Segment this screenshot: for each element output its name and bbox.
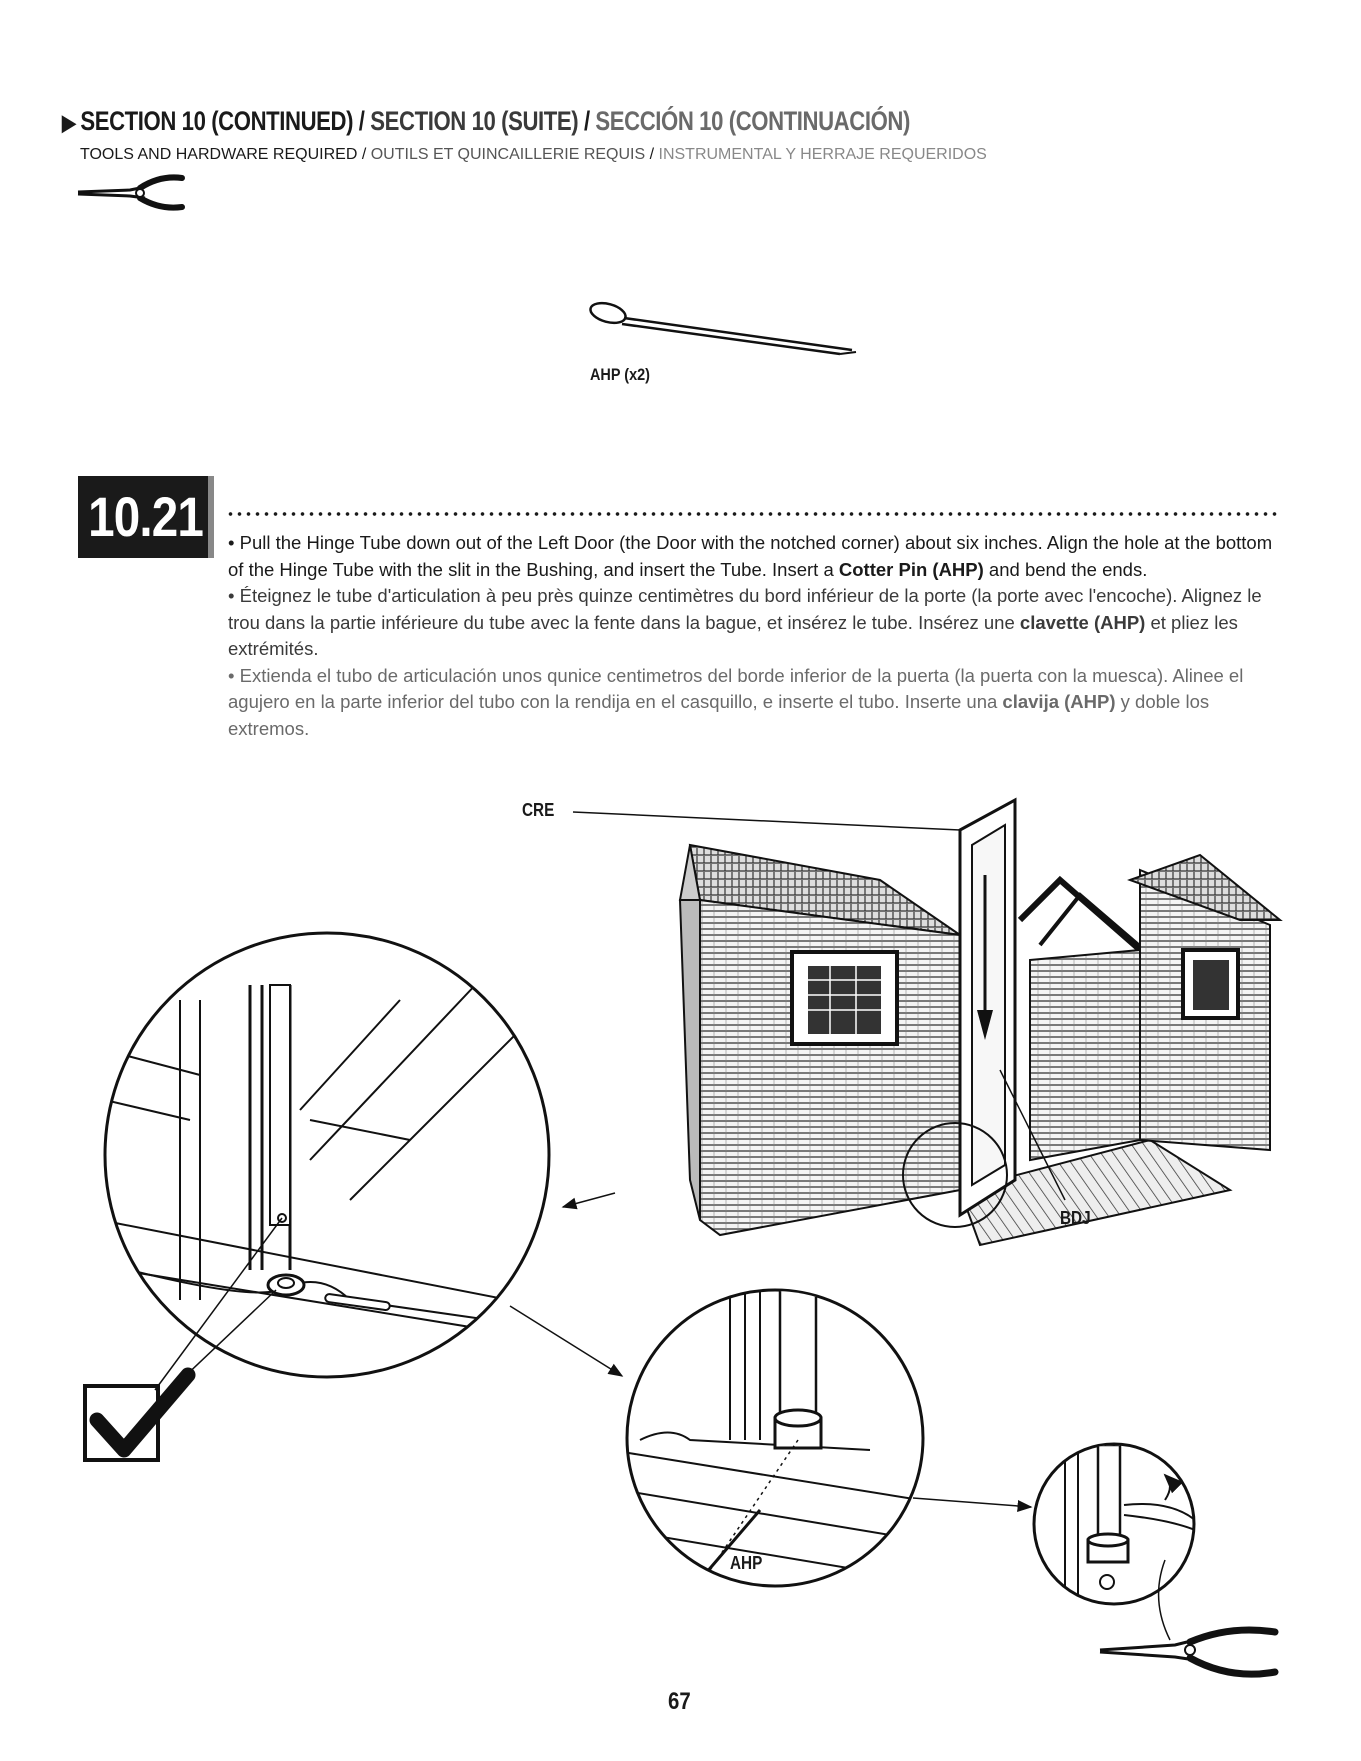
instr-fr-text: • Éteignez le tube d'articulation à peu près quinze centimètres du bord inférieur de la porte (la porte avec l'encoche). Alignez le trou dans la partie inférieure du tube avec la fente dans la bague, et insérez le tube. Insérez une	[228, 585, 1262, 633]
header-es: SECCIÓN 10 (CONTINUACIÓN)	[595, 106, 910, 136]
step-number-text: 10.21	[88, 485, 204, 548]
needle-nose-pliers-icon	[78, 177, 182, 207]
header-en: SECTION 10 (CONTINUED)	[80, 106, 354, 136]
instr-en-text: • Pull the Hinge Tube down out of the Left Door (the Door with the notched corner) about six inches. Align the hole at the bottom of the Hinge Tube with the slit in the Bushing, and insert the Tube. Insert a	[228, 532, 1273, 580]
arrow-to-large-circle	[563, 1193, 615, 1207]
subhead-fr: OUTILS ET QUINCAILLERIE REQUIS	[370, 146, 646, 163]
shed-illustration	[680, 800, 1280, 1245]
play-arrow-icon: ▶	[62, 110, 76, 135]
subhead-es: INSTRUMENTAL Y HERRAJE REQUERIDOS	[658, 146, 987, 163]
instr-es-text-end: y doble los extremos.	[228, 691, 1210, 739]
header-sep: /	[578, 106, 596, 136]
hardware-label: AHP (x2)	[590, 365, 650, 384]
instr-fr-text-end: et pliez les extrémités.	[228, 611, 1238, 659]
subhead-sep: /	[645, 146, 659, 163]
cre-label: CRE	[522, 800, 555, 820]
arrow-to-small-circle	[913, 1498, 1031, 1507]
cre-leader-line	[573, 812, 960, 830]
detail-circle-large	[100, 933, 560, 1377]
subhead-sep: /	[357, 146, 371, 163]
instr-en-text-end: and bend the ends.	[983, 558, 1148, 580]
detail-circle-small	[1034, 1444, 1195, 1604]
page-number: 67	[668, 1688, 691, 1715]
arrow-to-medium-circle	[510, 1306, 622, 1376]
header-fr: SECTION 10 (SUITE)	[370, 106, 579, 136]
header-sep: /	[353, 106, 371, 136]
detail-circle-medium	[610, 1290, 923, 1588]
instr-en-bold: Cotter Pin (AHP)	[838, 558, 984, 580]
instr-fr-bold: clavette (AHP)	[1019, 611, 1146, 633]
instr-es-text: • Extienda el tubo de articulación unos qunice centimetros del borde inferior de la puerta (la puerta con la muesca). Alinee el agujero en la parte inferior del tubo con la rendija en el casquillo, e inserte el tubo. Inserte una	[228, 664, 1244, 712]
cotter-pin-icon	[588, 300, 856, 354]
instr-es-bold: clavija (AHP)	[1002, 691, 1116, 712]
ahp-label: AHP	[730, 1553, 763, 1573]
bdj-label: BDJ	[1060, 1208, 1091, 1228]
subhead-en: TOOLS AND HARDWARE REQUIRED	[80, 146, 358, 163]
